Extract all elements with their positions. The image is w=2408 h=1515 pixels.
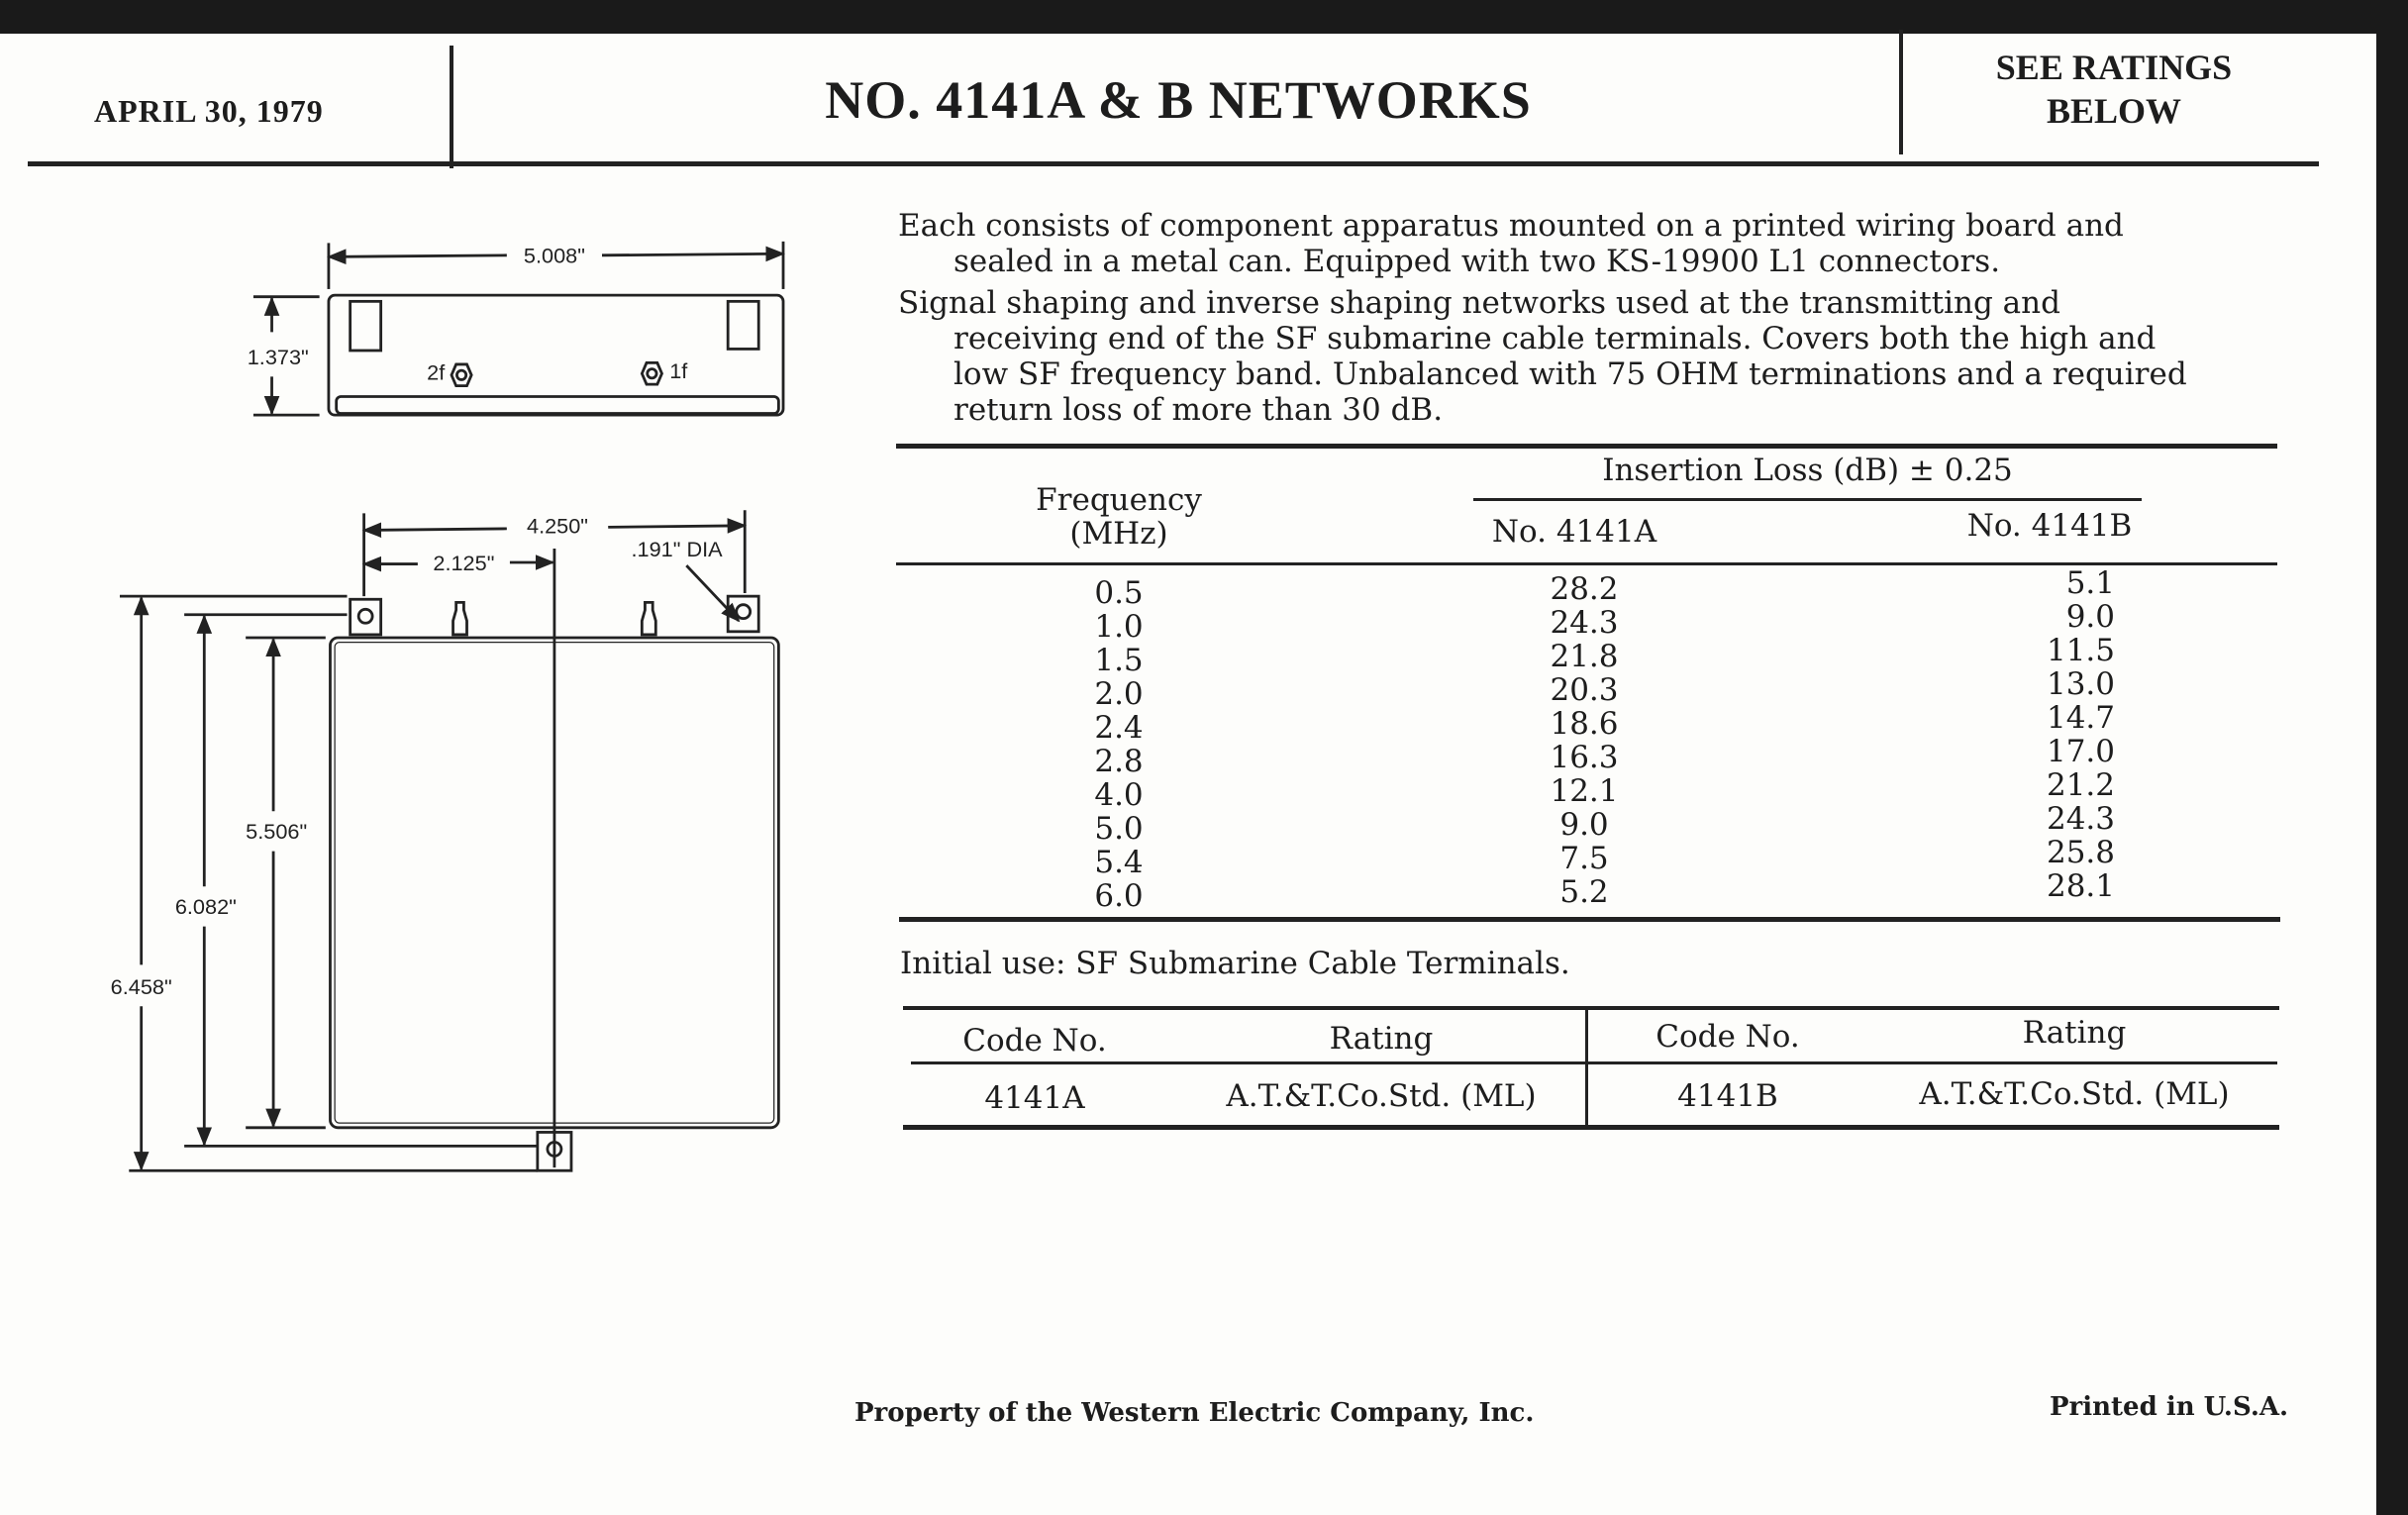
- rating-header-1: Rating: [1329, 1021, 1434, 1057]
- dim-top-height: 1.373": [247, 344, 309, 369]
- connector-1-label: 1f: [669, 357, 688, 383]
- freq-cell: 1.0: [1094, 609, 1144, 645]
- 4141a-cell: 5.2: [1559, 874, 1609, 910]
- desc-line: receiving end of the SF submarine cable terminals. Covers both the high and: [953, 321, 2157, 356]
- dim-front-half: 2.125": [433, 550, 495, 575]
- mounting-tab: [728, 301, 758, 349]
- code-cell: 4141A: [984, 1080, 1085, 1116]
- 4141b-cell: 14.7: [2046, 700, 2115, 736]
- frequency-header-1: Frequency: [1036, 482, 1202, 518]
- dim-top-width: 5.008": [523, 243, 585, 268]
- 4141a-cell: 12.1: [1550, 773, 1619, 809]
- rating-header-2: Rating: [2022, 1015, 2127, 1051]
- rating-cell: A.T.&T.Co.Std. (ML): [1226, 1078, 1537, 1114]
- frequency-header-2: (MHz): [1069, 516, 1168, 552]
- code-cell: 4141B: [1677, 1078, 1778, 1114]
- desc-line: Each consists of component apparatus mounted on a printed wiring board and: [898, 208, 2124, 244]
- dim-tab-height: 6.082": [174, 894, 237, 920]
- connector-2-icon: [452, 364, 471, 386]
- connector-1-icon: [642, 362, 661, 384]
- freq-cell: 0.5: [1094, 575, 1144, 611]
- connector-2-label: 2f: [427, 359, 446, 385]
- 4141b-cell: 21.2: [2046, 767, 2115, 803]
- col-header-4141a: No. 4141A: [1491, 514, 1657, 550]
- 4141a-cell: 21.8: [1550, 639, 1619, 674]
- freq-cell: 6.0: [1094, 878, 1144, 914]
- property-notice: Property of the Western Electric Company, Inc.: [854, 1398, 1535, 1428]
- 4141a-cell: 28.2: [1550, 571, 1619, 607]
- freq-cell: 2.0: [1094, 676, 1144, 712]
- page-title: NO. 4141A & B NETWORKS: [825, 70, 1532, 130]
- 4141a-cell: 9.0: [1559, 807, 1609, 843]
- dim-overall-height: 6.458": [110, 973, 172, 999]
- mounting-tab: [351, 599, 381, 635]
- terminal-icon: [453, 602, 467, 635]
- 4141b-cell: 28.1: [2046, 868, 2115, 904]
- terminal-icon: [642, 602, 655, 635]
- mounting-tab: [351, 301, 381, 351]
- 4141b-cell: 9.0: [2065, 599, 2115, 635]
- freq-cell: 2.8: [1094, 744, 1144, 779]
- initial-use: Initial use: SF Submarine Cable Terminals.: [900, 946, 1570, 981]
- desc-line: Signal shaping and inverse shaping networks used at the transmitting and: [898, 285, 2060, 321]
- 4141a-cell: 24.3: [1550, 605, 1619, 641]
- insertion-loss-header: Insertion Loss (dB) ± 0.25: [1602, 453, 2013, 488]
- freq-cell: 2.4: [1094, 710, 1144, 746]
- freq-cell: 4.0: [1094, 777, 1144, 813]
- ratings-line-1: SEE RATINGS: [1995, 48, 2233, 87]
- desc-line: low SF frequency band. Unbalanced with 75 OHM terminations and a required: [953, 356, 2187, 392]
- 4141b-cell: 17.0: [2046, 734, 2115, 769]
- issue-date: APRIL 30, 1979: [94, 93, 324, 129]
- dim-hole-dia: .191" DIA: [631, 536, 723, 561]
- freq-cell: 5.4: [1094, 845, 1144, 880]
- printed-in: Printed in U.S.A.: [2050, 1392, 2289, 1422]
- desc-line: return loss of more than 30 dB.: [953, 392, 1444, 428]
- dim-body-height: 5.506": [246, 819, 308, 845]
- rating-cell: A.T.&T.Co.Std. (ML): [1919, 1076, 2230, 1112]
- freq-cell: 5.0: [1094, 811, 1144, 847]
- dim-front-width: 4.250": [527, 513, 589, 539]
- 4141a-cell: 20.3: [1550, 672, 1619, 708]
- desc-line: sealed in a metal can. Equipped with two KS-19900 L1 connectors.: [953, 244, 2001, 279]
- code-header-1: Code No.: [962, 1023, 1107, 1059]
- 4141b-cell: 25.8: [2046, 835, 2115, 870]
- 4141b-cell: 24.3: [2046, 801, 2115, 837]
- code-header-2: Code No.: [1656, 1019, 1800, 1055]
- 4141a-cell: 16.3: [1550, 740, 1619, 775]
- base-strip: [337, 397, 779, 414]
- 4141b-cell: 13.0: [2046, 666, 2115, 702]
- ratings-line-2: BELOW: [2046, 91, 2182, 131]
- 4141b-cell: 5.1: [2065, 565, 2115, 601]
- col-header-4141b: No. 4141B: [1966, 508, 2133, 544]
- 4141b-cell: 11.5: [2046, 633, 2115, 668]
- 4141a-cell: 7.5: [1559, 841, 1609, 876]
- freq-cell: 1.5: [1094, 643, 1144, 678]
- 4141a-cell: 18.6: [1550, 706, 1619, 742]
